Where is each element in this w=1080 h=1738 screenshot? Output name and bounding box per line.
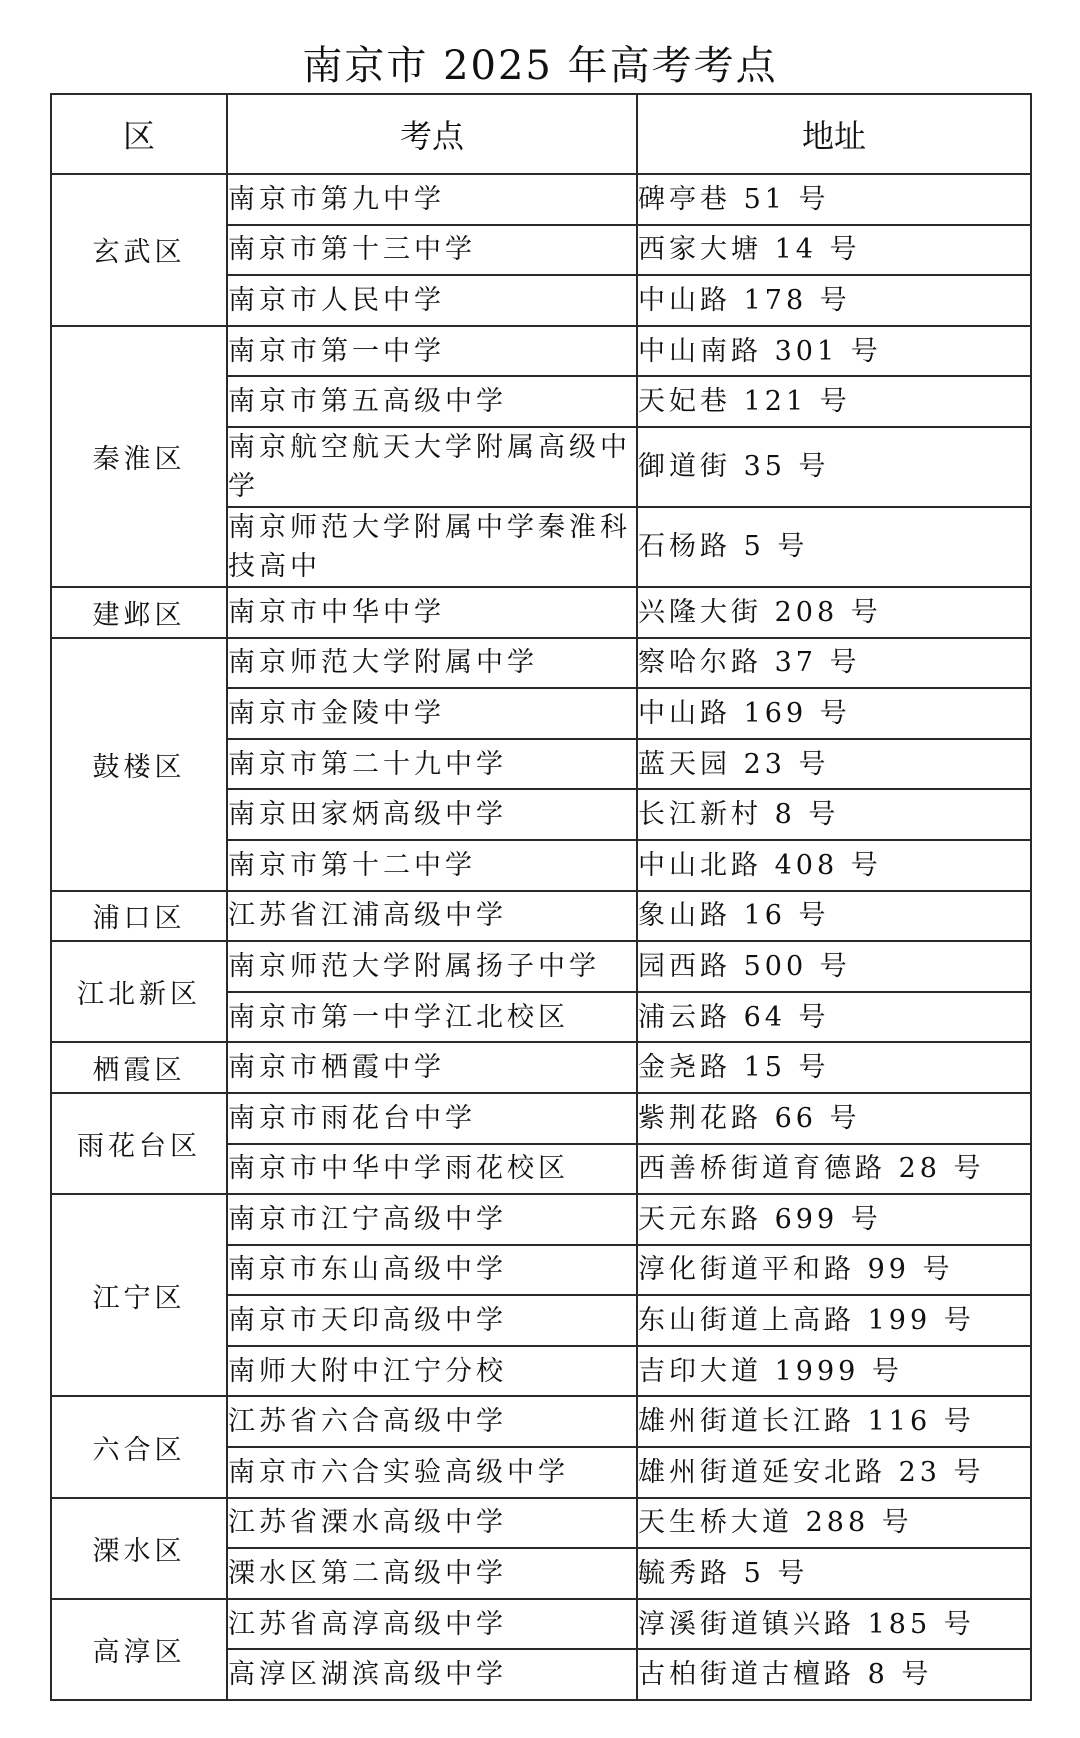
table-row (51, 638, 1031, 689)
exam-site-cell: 南京市东山高级中学 (227, 1245, 637, 1296)
exam-site-cell: 南京师范大学附属扬子中学 (227, 941, 637, 992)
district-cell: 鼓楼区 (51, 638, 227, 891)
district-cell: 栖霞区 (51, 1042, 227, 1093)
address-cell: 东山街道上高路 199 号 (637, 1295, 1031, 1346)
address-cell: 御道街 35 号 (637, 427, 1031, 507)
address-cell: 中山路 169 号 (637, 688, 1031, 739)
table-body (51, 174, 1031, 1700)
exam-site-cell: 南京市天印高级中学 (227, 1295, 637, 1346)
exam-site-cell: 江苏省江浦高级中学 (227, 891, 637, 942)
district-cell: 江北新区 (51, 941, 227, 1042)
exam-site-cell: 南京田家炳高级中学 (227, 789, 637, 840)
district-cell: 建邺区 (51, 587, 227, 638)
table-row (51, 1042, 1031, 1093)
address-cell: 西善桥街道育德路 28 号 (637, 1144, 1031, 1195)
exam-site-cell: 南京市第十二中学 (227, 840, 637, 891)
district-cell: 溧水区 (51, 1498, 227, 1599)
address-cell: 浦云路 64 号 (637, 992, 1031, 1043)
exam-site-cell: 高淳区湖滨高级中学 (227, 1649, 637, 1700)
address-cell: 象山路 16 号 (637, 891, 1031, 942)
district-cell: 高淳区 (51, 1599, 227, 1700)
address-cell: 毓秀路 5 号 (637, 1548, 1031, 1599)
address-cell: 淳溪街道镇兴路 185 号 (637, 1599, 1031, 1650)
address-cell: 碑亭巷 51 号 (637, 174, 1031, 225)
table-row (51, 891, 1031, 942)
table-row (51, 1093, 1031, 1144)
table-row (51, 326, 1031, 377)
district-cell: 江宁区 (51, 1194, 227, 1396)
exam-site-cell: 南京市第一中学江北校区 (227, 992, 637, 1043)
exam-site-cell: 南京市第五高级中学 (227, 376, 637, 427)
table-row (51, 1396, 1031, 1447)
address-cell: 石杨路 5 号 (637, 507, 1031, 587)
exam-site-cell: 溧水区第二高级中学 (227, 1548, 637, 1599)
table-row (51, 587, 1031, 638)
district-cell: 雨花台区 (51, 1093, 227, 1194)
address-cell: 西家大塘 14 号 (637, 225, 1031, 276)
exam-site-cell: 南京市六合实验高级中学 (227, 1447, 637, 1498)
exam-site-cell: 南京市第二十九中学 (227, 739, 637, 790)
address-cell: 中山南路 301 号 (637, 326, 1031, 377)
exam-site-cell: 南京师范大学附属中学 (227, 638, 637, 689)
table-row (51, 1498, 1031, 1549)
address-cell: 中山北路 408 号 (637, 840, 1031, 891)
exam-site-cell: 南京市栖霞中学 (227, 1042, 637, 1093)
address-cell: 天生桥大道 288 号 (637, 1498, 1031, 1549)
address-cell: 淳化街道平和路 99 号 (637, 1245, 1031, 1296)
exam-site-cell: 南京市金陵中学 (227, 688, 637, 739)
address-cell: 雄州街道延安北路 23 号 (637, 1447, 1031, 1498)
address-cell: 天元东路 699 号 (637, 1194, 1031, 1245)
address-cell: 紫荆花路 66 号 (637, 1093, 1031, 1144)
address-cell: 古柏街道古檀路 8 号 (637, 1649, 1031, 1700)
table-row (51, 1599, 1031, 1650)
table-row (51, 941, 1031, 992)
address-cell: 中山路 178 号 (637, 275, 1031, 326)
address-cell: 兴隆大街 208 号 (637, 587, 1031, 638)
address-cell: 察哈尔路 37 号 (637, 638, 1031, 689)
address-cell: 园西路 500 号 (637, 941, 1031, 992)
address-cell: 雄州街道长江路 116 号 (637, 1396, 1031, 1447)
table-row (51, 1194, 1031, 1245)
address-cell: 蓝天园 23 号 (637, 739, 1031, 790)
exam-site-cell: 江苏省六合高级中学 (227, 1396, 637, 1447)
table-row (51, 174, 1031, 225)
exam-site-cell: 南京市第十三中学 (227, 225, 637, 276)
table-header (51, 94, 1031, 174)
exam-site-cell: 江苏省溧水高级中学 (227, 1498, 637, 1549)
exam-site-cell: 南京市中华中学 (227, 587, 637, 638)
district-cell: 浦口区 (51, 891, 227, 942)
address-cell: 长江新村 8 号 (637, 789, 1031, 840)
header-row (51, 94, 1031, 174)
exam-site-cell: 南京航空航天大学附属高级中学 (227, 427, 637, 507)
exam-site-cell: 南京师范大学附属中学秦淮科技高中 (227, 507, 637, 587)
exam-site-cell: 南京市江宁高级中学 (227, 1194, 637, 1245)
column-header-district: 区 (51, 94, 227, 174)
exam-site-cell: 江苏省高淳高级中学 (227, 1599, 637, 1650)
district-cell: 秦淮区 (51, 326, 227, 587)
exam-site-table (50, 93, 1032, 1701)
exam-site-cell: 南师大附中江宁分校 (227, 1346, 637, 1397)
address-cell: 金尧路 15 号 (637, 1042, 1031, 1093)
column-header-school: 考点 (227, 94, 637, 174)
district-cell: 六合区 (51, 1396, 227, 1497)
exam-site-cell: 南京市第九中学 (227, 174, 637, 225)
district-cell: 玄武区 (51, 174, 227, 326)
address-cell: 吉印大道 1999 号 (637, 1346, 1031, 1397)
page-title: 南京市 2025 年高考考点 (302, 43, 778, 89)
exam-site-cell: 南京市中华中学雨花校区 (227, 1144, 637, 1195)
exam-site-cell: 南京市第一中学 (227, 326, 637, 377)
exam-site-cell: 南京市人民中学 (227, 275, 637, 326)
column-header-address: 地址 (637, 94, 1031, 174)
address-cell: 天妃巷 121 号 (637, 376, 1031, 427)
exam-site-cell: 南京市雨花台中学 (227, 1093, 637, 1144)
